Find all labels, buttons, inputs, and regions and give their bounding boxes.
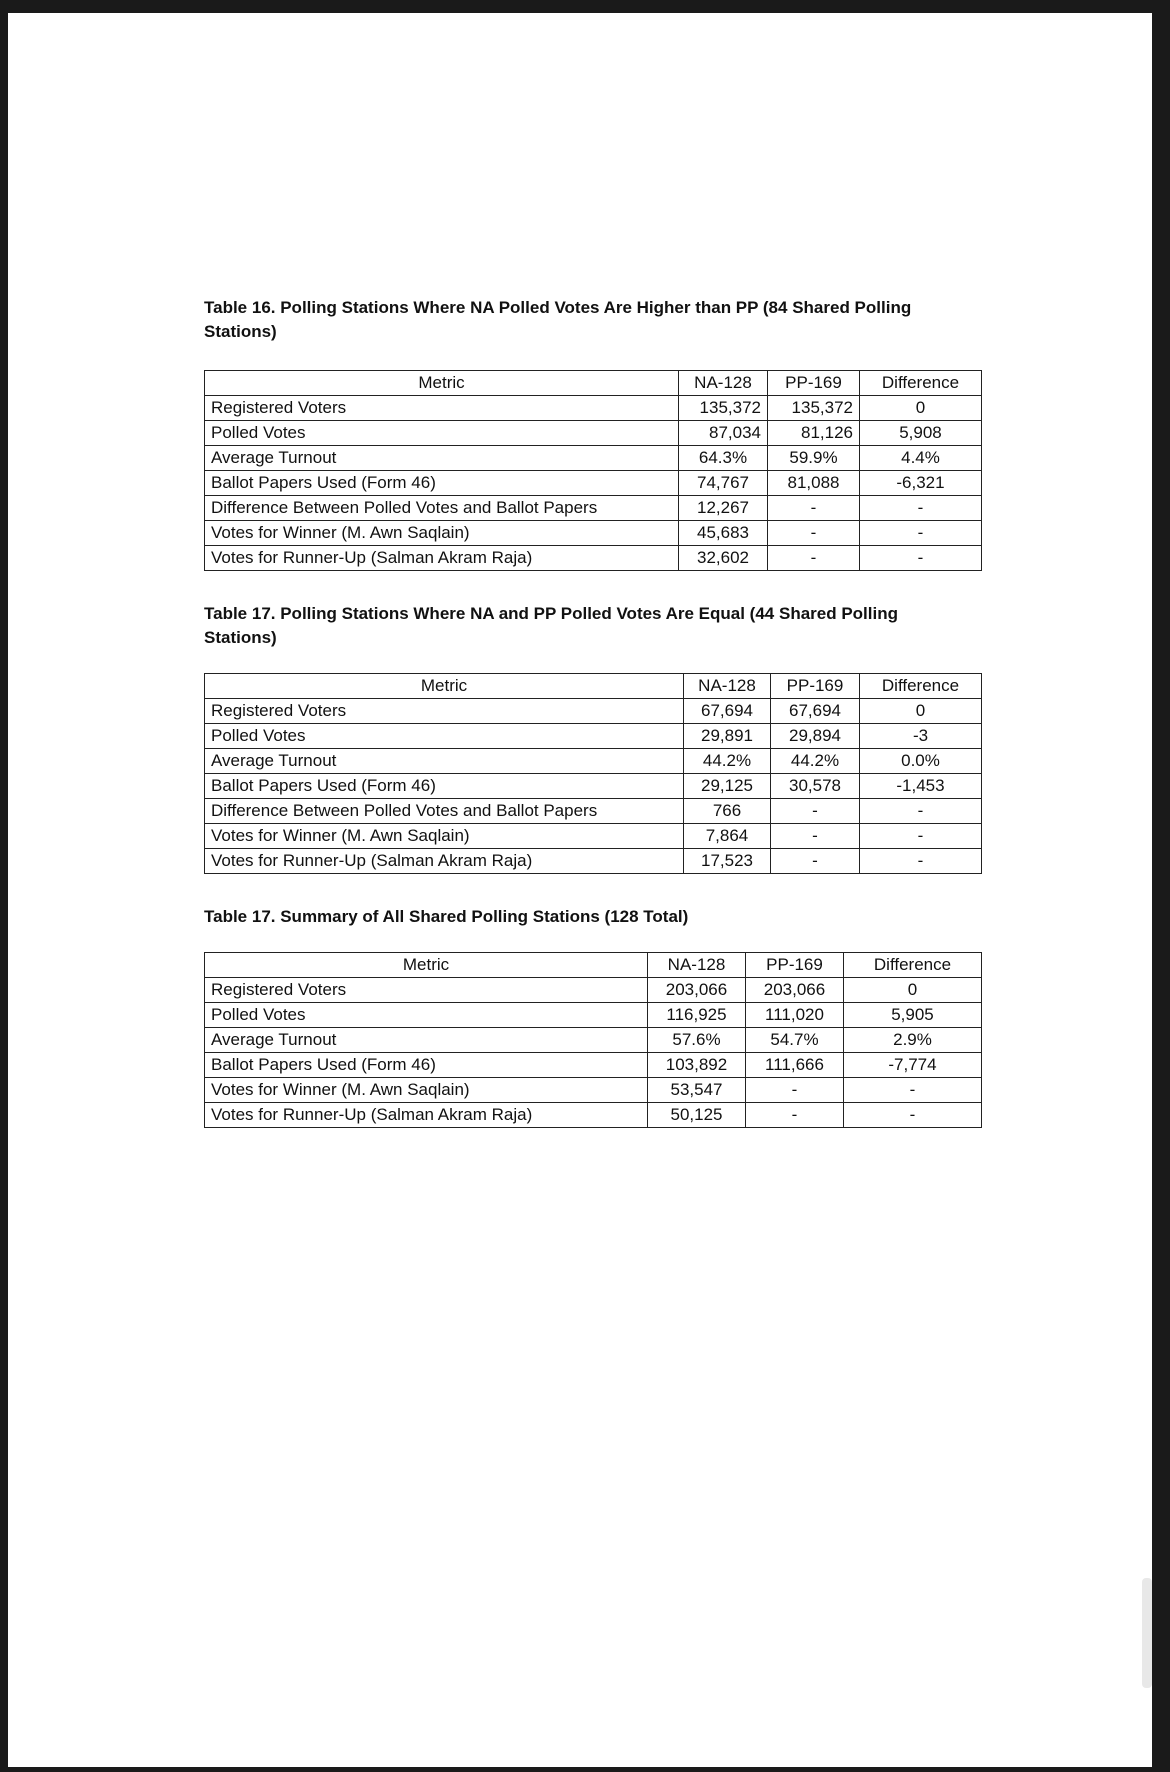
table-17-equal xyxy=(204,673,982,874)
cell-na128: 7,864 xyxy=(684,824,771,849)
header-pp169: PP-169 xyxy=(768,371,860,396)
cell-metric: Votes for Winner (M. Awn Saqlain) xyxy=(205,824,684,849)
table-17-summary-caption: Table 17. Summary of All Shared Polling Stations (128 Total) xyxy=(204,907,689,926)
cell-metric: Ballot Papers Used (Form 46) xyxy=(205,1053,648,1078)
cell-metric: Registered Voters xyxy=(205,978,648,1003)
cell-pp169: - xyxy=(746,1103,844,1128)
cell-na128: 12,267 xyxy=(679,496,768,521)
cell-na128: 64.3% xyxy=(679,446,768,471)
cell-na128: 135,372 xyxy=(679,396,768,421)
table-header-row xyxy=(205,371,982,396)
cell-difference: 4.4% xyxy=(860,446,982,471)
cell-na128: 116,925 xyxy=(648,1003,746,1028)
table-row xyxy=(205,521,982,546)
cell-pp169: 30,578 xyxy=(771,774,860,799)
table-row xyxy=(205,1103,982,1128)
cell-na128: 67,694 xyxy=(684,699,771,724)
table-row xyxy=(205,1003,982,1028)
cell-metric: Polled Votes xyxy=(205,421,679,446)
header-metric: Metric xyxy=(205,953,648,978)
cell-pp169: 29,894 xyxy=(771,724,860,749)
table-header-row xyxy=(205,674,982,699)
header-pp169: PP-169 xyxy=(771,674,860,699)
table-17-summary xyxy=(204,952,982,1128)
table-row xyxy=(205,1078,982,1103)
cell-na128: 29,125 xyxy=(684,774,771,799)
cell-pp169: - xyxy=(771,799,860,824)
cell-na128: 44.2% xyxy=(684,749,771,774)
cell-metric: Votes for Runner-Up (Salman Akram Raja) xyxy=(205,849,684,874)
cell-metric: Registered Voters xyxy=(205,699,684,724)
header-metric: Metric xyxy=(205,674,684,699)
cell-na128: 17,523 xyxy=(684,849,771,874)
cell-metric: Average Turnout xyxy=(205,446,679,471)
table-header-row xyxy=(205,953,982,978)
cell-pp169: 135,372 xyxy=(768,396,860,421)
cell-na128: 103,892 xyxy=(648,1053,746,1078)
cell-difference: - xyxy=(860,849,982,874)
cell-pp169: 81,126 xyxy=(768,421,860,446)
cell-difference: 0.0% xyxy=(860,749,982,774)
cell-difference: -7,774 xyxy=(844,1053,982,1078)
cell-difference: - xyxy=(844,1103,982,1128)
cell-metric: Polled Votes xyxy=(205,724,684,749)
header-na128: NA-128 xyxy=(648,953,746,978)
cell-pp169: 44.2% xyxy=(771,749,860,774)
cell-na128: 766 xyxy=(684,799,771,824)
cell-na128: 87,034 xyxy=(679,421,768,446)
cell-difference: - xyxy=(844,1078,982,1103)
table-row xyxy=(205,1053,982,1078)
cell-metric: Votes for Winner (M. Awn Saqlain) xyxy=(205,1078,648,1103)
header-difference: Difference xyxy=(844,953,982,978)
table-17-caption: Table 17. Polling Stations Where NA and PP Polled Votes Are Equal (44 Shared Polling Stations) xyxy=(204,604,898,647)
table-row xyxy=(205,824,982,849)
cell-na128: 57.6% xyxy=(648,1028,746,1053)
cell-pp169: 81,088 xyxy=(768,471,860,496)
header-difference: Difference xyxy=(860,674,982,699)
cell-pp169: - xyxy=(746,1078,844,1103)
cell-difference: 5,905 xyxy=(844,1003,982,1028)
table-16 xyxy=(204,370,982,571)
cell-na128: 50,125 xyxy=(648,1103,746,1128)
cell-metric: Average Turnout xyxy=(205,749,684,774)
cell-pp169: 111,020 xyxy=(746,1003,844,1028)
table-16-caption: Table 16. Polling Stations Where NA Polled Votes Are Higher than PP (84 Shared Polling Stations) xyxy=(204,298,912,341)
cell-pp169: - xyxy=(768,496,860,521)
table-row xyxy=(205,421,982,446)
table-row xyxy=(205,699,982,724)
table-row xyxy=(205,446,982,471)
header-na128: NA-128 xyxy=(684,674,771,699)
cell-pp169: 67,694 xyxy=(771,699,860,724)
cell-na128: 203,066 xyxy=(648,978,746,1003)
cell-difference: 0 xyxy=(844,978,982,1003)
cell-difference: -1,453 xyxy=(860,774,982,799)
table-row xyxy=(205,471,982,496)
cell-difference: - xyxy=(860,496,982,521)
cell-pp169: - xyxy=(771,849,860,874)
cell-difference: - xyxy=(860,824,982,849)
cell-metric: Votes for Runner-Up (Salman Akram Raja) xyxy=(205,546,679,571)
cell-na128: 29,891 xyxy=(684,724,771,749)
cell-metric: Difference Between Polled Votes and Ballot Papers xyxy=(205,799,684,824)
header-metric: Metric xyxy=(205,371,679,396)
cell-na128: 45,683 xyxy=(679,521,768,546)
table-row xyxy=(205,396,982,421)
table-row xyxy=(205,978,982,1003)
cell-na128: 32,602 xyxy=(679,546,768,571)
cell-difference: 0 xyxy=(860,396,982,421)
cell-metric: Votes for Winner (M. Awn Saqlain) xyxy=(205,521,679,546)
header-na128: NA-128 xyxy=(679,371,768,396)
scrollbar-thumb[interactable] xyxy=(1142,1578,1152,1688)
cell-metric: Ballot Papers Used (Form 46) xyxy=(205,774,684,799)
cell-pp169: 111,666 xyxy=(746,1053,844,1078)
cell-difference: -3 xyxy=(860,724,982,749)
header-pp169: PP-169 xyxy=(746,953,844,978)
cell-difference: 5,908 xyxy=(860,421,982,446)
cell-metric: Registered Voters xyxy=(205,396,679,421)
header-difference: Difference xyxy=(860,371,982,396)
cell-pp169: - xyxy=(771,824,860,849)
cell-pp169: 59.9% xyxy=(768,446,860,471)
table-row xyxy=(205,724,982,749)
cell-difference: -6,321 xyxy=(860,471,982,496)
table-row xyxy=(205,799,982,824)
cell-pp169: 203,066 xyxy=(746,978,844,1003)
cell-na128: 53,547 xyxy=(648,1078,746,1103)
cell-pp169: - xyxy=(768,546,860,571)
cell-metric: Ballot Papers Used (Form 46) xyxy=(205,471,679,496)
cell-na128: 74,767 xyxy=(679,471,768,496)
table-row xyxy=(205,749,982,774)
cell-metric: Votes for Runner-Up (Salman Akram Raja) xyxy=(205,1103,648,1128)
cell-difference: 0 xyxy=(860,699,982,724)
cell-difference: - xyxy=(860,521,982,546)
cell-pp169: - xyxy=(768,521,860,546)
cell-difference: - xyxy=(860,799,982,824)
table-row xyxy=(205,1028,982,1053)
cell-difference: 2.9% xyxy=(844,1028,982,1053)
table-row xyxy=(205,546,982,571)
cell-metric: Average Turnout xyxy=(205,1028,648,1053)
table-row xyxy=(205,496,982,521)
cell-metric: Polled Votes xyxy=(205,1003,648,1028)
table-row xyxy=(205,849,982,874)
table-row xyxy=(205,774,982,799)
cell-pp169: 54.7% xyxy=(746,1028,844,1053)
document-page xyxy=(8,13,1152,1767)
cell-difference: - xyxy=(860,546,982,571)
cell-metric: Difference Between Polled Votes and Ballot Papers xyxy=(205,496,679,521)
